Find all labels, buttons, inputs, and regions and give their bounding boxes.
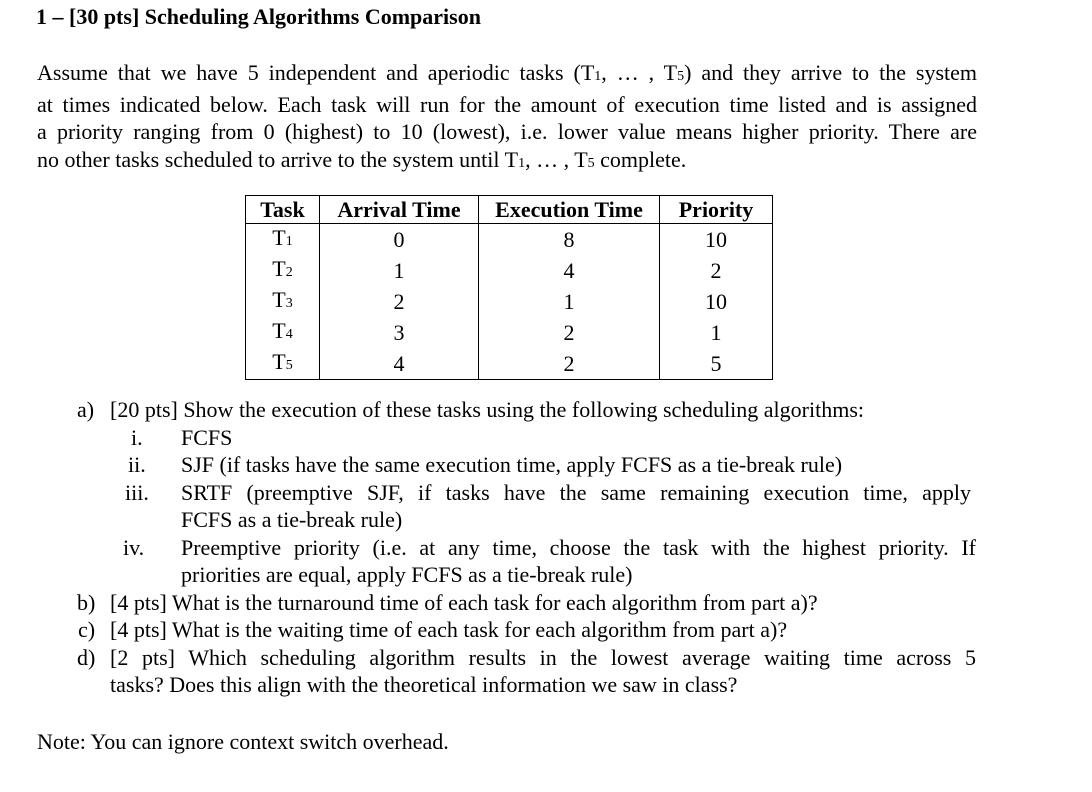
header-priority: Priority (660, 196, 773, 224)
intro-line-2: at times indicated below. Each task will run for the amount of execution time listed and is assigned (37, 91, 977, 117)
cell-arrival-time: 3 (320, 317, 479, 348)
item-iii-label: iii. (125, 480, 149, 505)
item-iv-text-line-2: priorities are equal, apply FCFS as a tie-break rule) (181, 562, 633, 587)
cell-execution-time: 4 (479, 255, 660, 286)
task-table (245, 195, 773, 380)
intro-paragraph (37, 59, 977, 177)
table-row (246, 255, 773, 286)
cell-execution-time: 8 (479, 224, 660, 256)
question-d-text-line-1: [2 pts] Which scheduling algorithm results in the lowest average waiting time across 5 (110, 645, 976, 670)
cell-priority: 10 (660, 286, 773, 317)
question-d-text-line-2: tasks? Does this align with the theoretical information we saw in class? (110, 672, 738, 697)
question-b-label: b) (77, 590, 96, 615)
cell-task: T1 (246, 224, 320, 256)
cell-execution-time: 2 (479, 317, 660, 348)
question-heading: 1 – [30 pts] Scheduling Algorithms Comparison (36, 4, 481, 29)
table-row (246, 224, 773, 256)
item-ii-text: SJF (if tasks have the same execution time, apply FCFS as a tie-break rule) (181, 452, 843, 477)
cell-arrival-time: 4 (320, 348, 479, 380)
header-execution-time: Execution Time (479, 196, 660, 224)
cell-task: T4 (246, 317, 320, 348)
item-i-text: FCFS (181, 425, 233, 450)
cell-task: T2 (246, 255, 320, 286)
note-text: Note: You can ignore context switch overhead. (37, 729, 449, 754)
question-d-label: d) (77, 645, 96, 670)
table-row (246, 348, 773, 380)
cell-arrival-time: 2 (320, 286, 479, 317)
item-iii-text-line-2: FCFS as a tie-break rule) (181, 507, 403, 532)
item-iv-text-line-1: Preemptive priority (i.e. at any time, choose the task with the highest priority. If (181, 535, 976, 560)
table-header-row (246, 196, 773, 224)
question-a-text: [20 pts] Show the execution of these tasks using the following scheduling algorithms: (110, 397, 865, 422)
question-a-label: a) (77, 397, 95, 422)
header-arrival-time: Arrival Time (320, 196, 479, 224)
cell-priority: 10 (660, 224, 773, 256)
cell-execution-time: 1 (479, 286, 660, 317)
cell-priority: 5 (660, 348, 773, 380)
table-row (246, 317, 773, 348)
item-iii-text-line-1: SRTF (preemptive SJF, if tasks have the same remaining execution time, apply (181, 480, 971, 505)
header-task: Task (246, 196, 320, 224)
question-b-text: [4 pts] What is the turnaround time of each task for each algorithm from part a)? (110, 590, 818, 615)
cell-arrival-time: 1 (320, 255, 479, 286)
cell-task: T5 (246, 348, 320, 380)
cell-task: T3 (246, 286, 320, 317)
intro-line-3: a priority ranging from 0 (highest) to 10 (lowest), i.e. lower value means higher priority. There are (37, 119, 977, 144)
intro-line-1: Assume that we have 5 independent and aperiodic tasks (T1, … , T5) and they arrive to the system (37, 60, 977, 85)
question-c-text: [4 pts] What is the waiting time of each task for each algorithm from part a)? (110, 617, 788, 642)
intro-line-4: no other tasks scheduled to arrive to the system until T1, … , T5 complete. (37, 146, 687, 172)
cell-execution-time: 2 (479, 348, 660, 380)
table-row (246, 286, 773, 317)
question-c-label: c) (78, 617, 96, 642)
cell-priority: 1 (660, 317, 773, 348)
item-ii-label: ii. (128, 452, 146, 477)
cell-priority: 2 (660, 255, 773, 286)
item-iv-label: iv. (123, 535, 145, 560)
cell-arrival-time: 0 (320, 224, 479, 256)
item-i-label: i. (131, 425, 143, 450)
